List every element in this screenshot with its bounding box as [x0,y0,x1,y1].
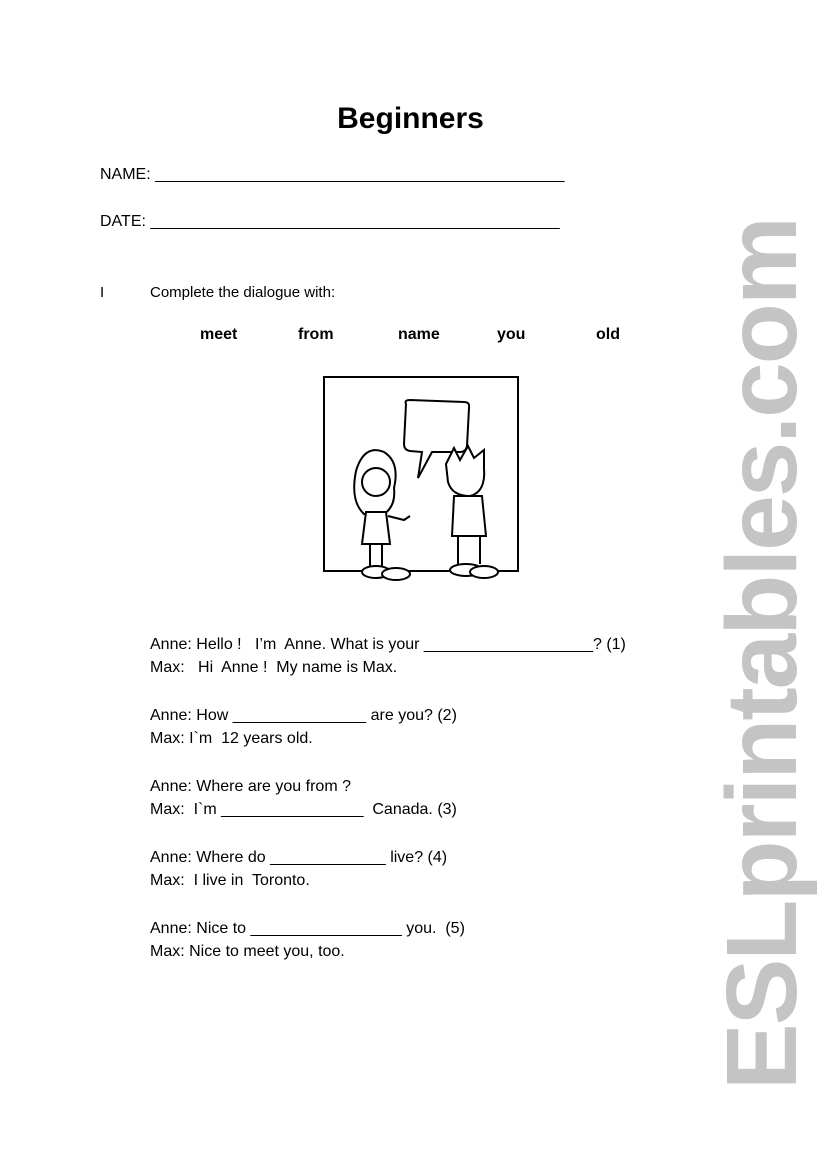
cartoon-illustration [334,396,526,588]
page-title: Beginners [337,102,484,135]
word-bank-item: name [398,326,440,343]
section-number: I [100,284,105,301]
dialogue-line: Max: Nice to meet you, too. [150,943,345,960]
section-instruction: Complete the dialogue with: [150,284,336,301]
word-bank-item: meet [200,326,238,343]
dialogue-line: Anne: Nice to _________________ you. (5) [150,920,465,937]
name-field: NAME: ______________________________________________ [100,166,565,183]
dialogue-line: Max: Hi Anne ! My name is Max. [150,659,398,676]
dialogue-line: Max: I`m ________________ Canada. (3) [150,801,457,818]
dialogue-line: Anne: Hello ! I’m Anne. What is your ___________________? (1) [150,636,626,653]
date-field: DATE: ______________________________________________ [100,213,560,230]
dialogue-line: Anne: Where are you from ? [150,778,351,795]
dialogue-line: Max: I`m 12 years old. [150,730,313,747]
illustration-two-kids-talking [323,376,519,572]
watermark: ESLprintables.com [706,218,818,1090]
word-bank-item: old [596,326,620,343]
word-bank-item: you [497,326,526,343]
word-bank-item: from [298,326,334,343]
dialogue-line: Anne: Where do _____________ live? (4) [150,849,448,866]
dialogue-line: Anne: How _______________ are you? (2) [150,707,457,724]
dialogue-line: Max: I live in Toronto. [150,872,310,889]
